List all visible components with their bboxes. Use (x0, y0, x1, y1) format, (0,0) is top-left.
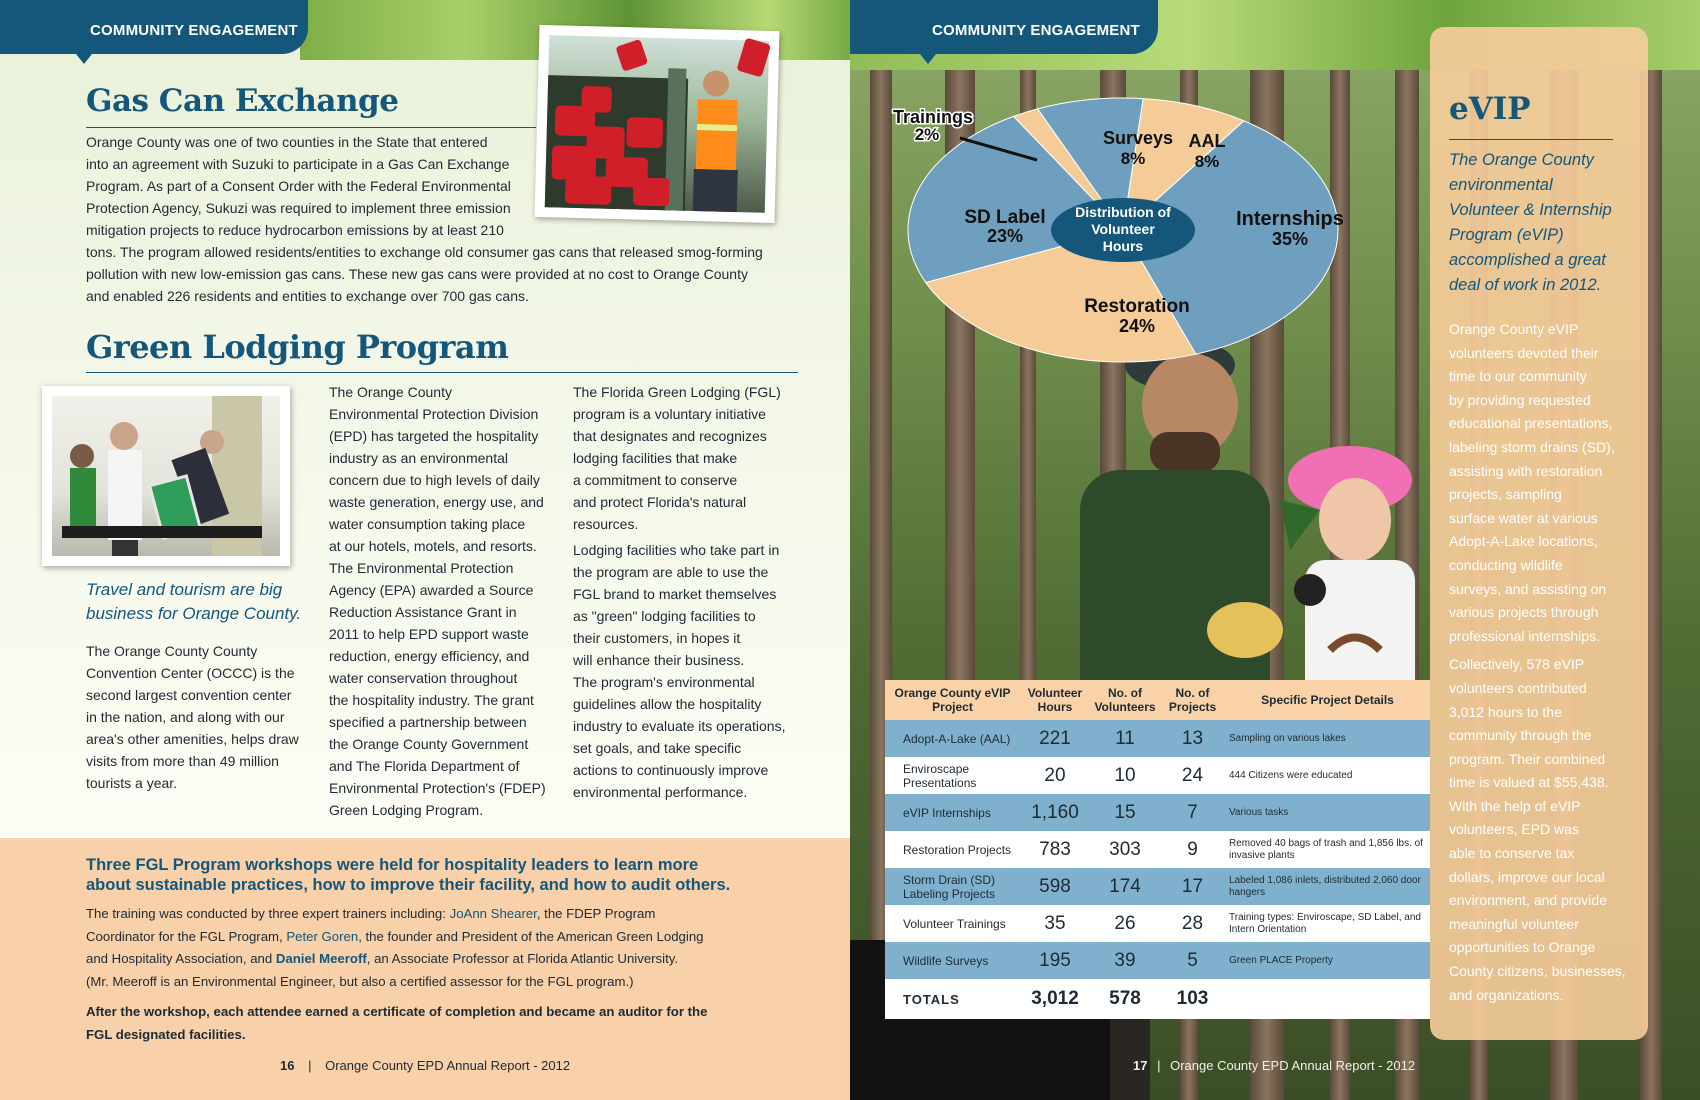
caption-line: business for Orange County. (86, 604, 302, 623)
text-line: Convention Center (OCCC) is the (86, 665, 295, 681)
column-header: No. of Projects (1160, 680, 1225, 720)
details-cell: Labeled 1,086 inlets, distributed 2,060 door hangers (1225, 868, 1430, 905)
text-line: lodging facilities that make (573, 450, 738, 466)
totals-row (885, 979, 1430, 1019)
intro-line: environmental (1449, 176, 1553, 194)
text-line: Lodging facilities who take part in (573, 542, 780, 558)
volunteers-cell: 10 (1090, 757, 1160, 794)
text-line: and organizations. (1449, 986, 1564, 1003)
hours-cell: 1,160 (1020, 794, 1090, 831)
gas-can-rule (86, 127, 536, 128)
projects-cell: 9 (1160, 831, 1225, 868)
text-line: Reduction Assistance Grant in (329, 604, 517, 620)
trainer-name: Peter Goren (286, 928, 359, 944)
text-line: set goals, and take specific (573, 740, 742, 756)
evip-title: eVIP (1449, 91, 1531, 127)
text-line: guidelines allow the hospitality (573, 696, 762, 712)
text-span: Coordinator for the FGL Program, (86, 928, 287, 944)
details-cell: Training types: Enviroscape, SD Label, and Intern Orientation (1225, 905, 1430, 942)
section-tab-label: COMMUNITY ENGAGEMENT (90, 22, 298, 39)
volunteers-cell: 39 (1090, 942, 1160, 979)
page-number: 17 (1133, 1058, 1148, 1073)
text-line: Program. As part of a Consent Order with the Federal Environmental (86, 178, 511, 194)
pie-title-line: Volunteer (1091, 221, 1155, 237)
evip-rule (1449, 139, 1613, 140)
slice-label-internships: Internships (1236, 208, 1344, 230)
column-header: Specific Project Details (1225, 680, 1430, 720)
text-line: FGL designated facilities. (86, 1027, 246, 1042)
table-row (885, 905, 1430, 942)
details-cell: Sampling on various lakes (1225, 720, 1430, 757)
text-line: tourists a year. (86, 775, 178, 791)
text-line: will enhance their business. (573, 652, 745, 668)
slice-pct-aal: 8% (1194, 152, 1220, 171)
volunteers-cell: 174 (1090, 868, 1160, 905)
text-line: Protection Agency, Sukuzi was required to implement three emission (86, 200, 511, 216)
text-line: opportunities to Orange (1449, 939, 1596, 956)
right-page (850, 0, 1700, 1100)
project-name: Storm Drain (SD) Labeling Projects (885, 868, 1020, 905)
text-line: After the workshop, each attendee earned a certificate of completion and became an auditor for the (86, 1004, 708, 1019)
page-number: 16 (280, 1058, 295, 1073)
pie-title-line: Hours (1102, 238, 1144, 254)
text-line: water conservation throughout (329, 670, 518, 686)
trainer-name: Daniel Meeroff (275, 951, 367, 966)
text-line: conducting wildlife (1449, 556, 1563, 573)
text-line: mitigation projects to reduce hydrocarbon emissions by at least 210 (86, 222, 504, 238)
slice-pct-sd-label: 23% (986, 226, 1024, 246)
text-line: environment, and provide (1449, 892, 1607, 909)
hours-cell: 783 (1020, 831, 1090, 868)
projects-cell: 5 (1160, 942, 1225, 979)
text-line: water consumption taking place (329, 516, 526, 532)
text-line: The program's environmental (573, 674, 755, 690)
workshop-band (0, 838, 850, 1100)
tourism-caption (86, 578, 306, 626)
intro-line: Program (eVIP) (1449, 226, 1564, 244)
text-line: the Orange County Government (329, 736, 529, 752)
text-line: second largest convention center (86, 687, 292, 703)
text-line: at our hotels, motels, and resorts. (329, 538, 537, 554)
green-lodging-rule (86, 372, 798, 373)
column-header: Orange County eVIP Project (885, 680, 1020, 720)
text-line: program. Their combined (1449, 750, 1606, 767)
text-line: and enabled 226 residents and entities to exchange over 700 gas cans. (86, 288, 529, 304)
text-line: volunteers devoted their (1449, 344, 1599, 361)
text-line: industry to evaluate its operations, (573, 718, 786, 734)
text-line: that designates and recognizes (573, 428, 767, 444)
text-line: surveys, and assisting on (1449, 580, 1607, 597)
table-row (885, 720, 1430, 757)
project-name: Adopt-A-Lake (AAL) (885, 720, 1020, 757)
text-line: a commitment to conserve (573, 472, 738, 488)
text-line (86, 948, 846, 971)
green-lodging-photo (42, 386, 290, 566)
empty-cell (1225, 979, 1430, 1019)
slice-label-trainings: Trainings (892, 107, 974, 127)
slice-label-restoration: Restoration (1084, 296, 1190, 317)
slice-label-surveys: Surveys (1102, 128, 1174, 148)
text-line: resources. (573, 516, 639, 532)
project-name: Restoration Projects (885, 831, 1020, 868)
text-span: The training was conducted by three expert trainers including: (86, 906, 450, 921)
intro-line: deal of work in 2012. (1449, 276, 1602, 294)
projects-cell: 24 (1160, 757, 1225, 794)
volunteer-hours-pie-chart (892, 92, 1435, 372)
projects-cell: 7 (1160, 794, 1225, 831)
project-name: Enviroscape Presentations (885, 757, 1020, 794)
slice-pct-restoration: 24% (1118, 316, 1156, 336)
column-header: No. of Volunteers (1090, 680, 1160, 720)
hours-cell: 598 (1020, 868, 1090, 905)
footer-separator: | (308, 1058, 312, 1073)
projects-cell: 17 (1160, 868, 1225, 905)
projects-cell: 28 (1160, 905, 1225, 942)
details-cell: Green PLACE Property (1225, 942, 1430, 979)
text-line: dollars, improve our local (1449, 868, 1605, 885)
text-line: Orange County eVIP (1449, 321, 1579, 337)
epd-column (329, 381, 561, 821)
text-line: County citizens, businesses, (1449, 963, 1626, 980)
text-line: 2011 to help EPD support waste (329, 626, 529, 642)
text-line: the hospitality industry. The grant (329, 692, 534, 708)
volunteers-cell: 11 (1090, 720, 1160, 757)
text-line: into an agreement with Suzuki to participate in a Gas Can Exchange (86, 156, 510, 172)
column-header: Volunteer Hours (1020, 680, 1090, 720)
slice-pct-surveys: 8% (1120, 149, 1146, 168)
text-line: Environmental Protection Division (329, 406, 539, 422)
text-line: various projects through (1449, 604, 1599, 621)
hours-cell: 221 (1020, 720, 1090, 757)
text-line: in the nation, and along with our (86, 709, 285, 725)
slice-label-sd-label: SD Label (964, 207, 1046, 228)
text-line: community through the (1449, 727, 1592, 744)
text-line: time to our community (1449, 368, 1587, 385)
total-volunteers: 578 (1090, 979, 1160, 1019)
project-name: Volunteer Trainings (885, 905, 1020, 942)
heading-line: about sustainable practices, how to improve their facility, and how to audit others. (86, 876, 731, 894)
evip-panel (1430, 27, 1648, 1040)
fgl-column (573, 381, 813, 803)
text-line: time is valued at $55,438. (1449, 774, 1609, 791)
text-line: Adopt-A-Lake locations, (1449, 533, 1598, 550)
text-line: the program are able to use the (573, 564, 769, 580)
text-line: as "green" lodging facilities to (573, 608, 756, 624)
table-row (885, 757, 1430, 794)
project-name: Wildlife Surveys (885, 942, 1020, 979)
text-line: Green Lodging Program. (329, 802, 484, 818)
volunteers-cell: 26 (1090, 905, 1160, 942)
total-hours: 3,012 (1020, 979, 1090, 1019)
section-tab (850, 0, 1158, 54)
text-line: specified a partnership between (329, 714, 527, 730)
text-line: tons. The program allowed residents/entities to exchange old consumer gas cans that released smog-forming (86, 244, 763, 260)
details-cell: 444 Citizens were educated (1225, 757, 1430, 794)
text-line: The Environmental Protection (329, 560, 514, 576)
gas-can-body (86, 131, 806, 307)
intro-line: Volunteer & Internship (1449, 201, 1612, 219)
text-line: Collectively, 578 eVIP (1449, 656, 1585, 673)
totals-label: TOTALS (885, 979, 1020, 1019)
trainer-name: JoAnn Shearer (449, 906, 537, 921)
table-row (885, 794, 1430, 831)
slice-pct-internships: 35% (1271, 229, 1309, 249)
details-cell: Removed 40 bags of trash and 1,856 lbs. of invasive plants (1225, 831, 1430, 868)
text-span: , the founder and President of the American Green Lodging (358, 928, 704, 944)
slice-label-aal: AAL (1188, 131, 1226, 151)
text-line: FGL brand to market themselves (573, 586, 777, 602)
text-line: Agency (EPA) awarded a Source (329, 582, 534, 598)
text-line: visits from more than 49 million (86, 753, 279, 769)
intro-line: accomplished a great (1449, 251, 1606, 269)
intro-line: The Orange County (1449, 151, 1594, 169)
lodging-illustration (52, 396, 280, 556)
gas-can-title: Gas Can Exchange (86, 83, 399, 119)
text-line: professional internships. (1449, 627, 1600, 644)
text-line: industry as an environmental (329, 450, 508, 466)
occc-paragraph (86, 640, 316, 794)
volunteers-cell: 303 (1090, 831, 1160, 868)
text-line: pollution with new low-emission gas cans. These new gas cans were provided at no cost to Orange County (86, 266, 748, 282)
text-line: (EPD) has targeted the hospitality (329, 428, 539, 444)
text-line (86, 926, 846, 949)
page-footer (1133, 1058, 1415, 1073)
text-line: projects, sampling (1449, 486, 1562, 503)
green-lodging-title: Green Lodging Program (86, 328, 509, 366)
text-line: The Orange County (329, 384, 452, 400)
total-projects: 103 (1160, 979, 1225, 1019)
text-line: and protect Florida's natural (573, 494, 747, 510)
text-line: actions to continuously improve (573, 762, 769, 778)
text-line: and The Florida Department of (329, 758, 520, 774)
text-line: 3,012 hours to the (1449, 703, 1562, 720)
text-line: The Florida Green Lodging (FGL) (573, 384, 781, 400)
section-tab (0, 0, 308, 54)
text-line: by providing requested (1449, 391, 1591, 408)
workshop-closing (86, 1000, 826, 1046)
table-header-row (885, 680, 1430, 720)
table-row (885, 942, 1430, 979)
workshop-heading (86, 855, 826, 895)
trainers-paragraph (86, 903, 846, 993)
footer-text: Orange County EPD Annual Report - 2012 (325, 1058, 571, 1073)
text-span: , an Associate Professor at Florida Atlantic University. (366, 951, 679, 966)
section-tab-label: COMMUNITY ENGAGEMENT (932, 22, 1140, 39)
details-cell: Various tasks (1225, 794, 1430, 831)
text-line: educational presentations, (1449, 415, 1613, 432)
evip-projects-table (885, 680, 1430, 1019)
text-line: volunteers contributed (1449, 679, 1587, 696)
evip-body (1449, 318, 1647, 1007)
footer-separator: | (1157, 1058, 1161, 1073)
text-line: their customers, in hopes it (573, 630, 741, 646)
hours-cell: 20 (1020, 757, 1090, 794)
text-line: The Orange County County (86, 643, 258, 659)
text-line: assisting with restoration (1449, 462, 1603, 479)
text-span: and Hospitality Association, and (86, 951, 276, 966)
table-row (885, 868, 1430, 905)
pie-title-line: Distribution of (1075, 204, 1171, 220)
heading-line: Three FGL Program workshops were held for hospitality leaders to learn more (86, 856, 699, 874)
project-name: eVIP Internships (885, 794, 1020, 831)
text-span: , the FDEP Program (536, 906, 656, 921)
hours-cell: 195 (1020, 942, 1090, 979)
text-line: area's other amenities, helps draw (86, 731, 299, 747)
text-line: concern due to high levels of daily (329, 472, 540, 488)
hours-cell: 35 (1020, 905, 1090, 942)
text-line: volunteers, EPD was (1449, 821, 1579, 838)
text-line: environmental performance. (573, 784, 748, 800)
text-line (86, 903, 846, 926)
projects-cell: 13 (1160, 720, 1225, 757)
text-line: (Mr. Meeroff is an Environmental Engineer, but also a certified assessor for the FGL program.) (86, 973, 634, 989)
text-line: reduction, energy efficiency, and (329, 648, 530, 664)
text-line: meaningful volunteer (1449, 915, 1579, 932)
text-line: able to conserve tax (1449, 845, 1575, 862)
text-line: With the help of eVIP (1449, 797, 1581, 814)
text-line: Orange County was one of two counties in the State that entered (86, 134, 488, 150)
footer-text: Orange County EPD Annual Report - 2012 (1170, 1058, 1416, 1073)
evip-intro (1449, 148, 1644, 298)
text-line: waste generation, energy use, and (329, 494, 544, 510)
text-line: surface water at various (1449, 509, 1598, 526)
page-footer (280, 1058, 570, 1073)
text-line: Environmental Protection's (FDEP) (329, 780, 546, 796)
caption-line: Travel and tourism are big (86, 580, 283, 599)
volunteers-cell: 15 (1090, 794, 1160, 831)
text-line: program is a voluntary initiative (573, 406, 766, 422)
slice-pct-trainings: 2% (914, 125, 940, 144)
table-row (885, 831, 1430, 868)
text-line: labeling storm drains (SD), (1449, 438, 1615, 455)
